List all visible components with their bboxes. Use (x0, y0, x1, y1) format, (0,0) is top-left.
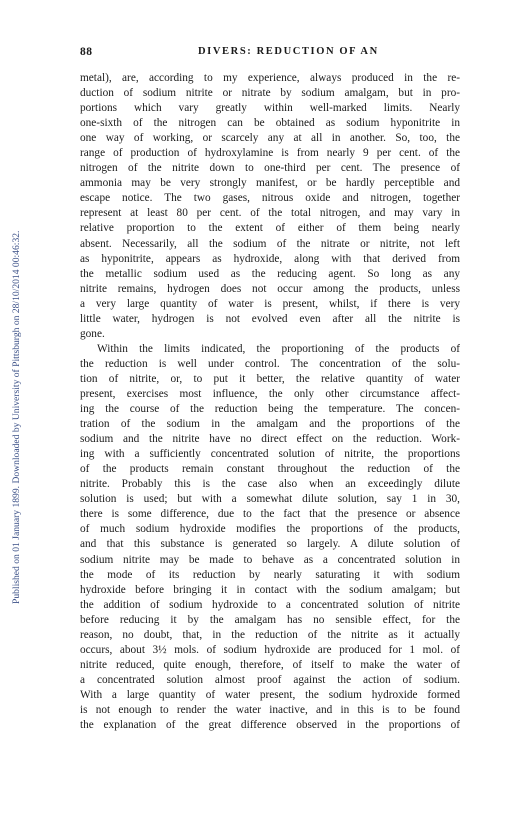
text-line: a concentrated solution almost proof against the action of sodium. (80, 673, 460, 686)
text-line: sodium nitrite may be made to behave as a concentrated solution in (80, 553, 460, 566)
text-line: nitrite. Probably this is the case also when an exceedingly dilute (80, 478, 460, 491)
text-line: the explanation of the great difference observed in the proportions of (80, 719, 460, 732)
text-line: there is some difference, due to the fact that the presence or absence (80, 508, 460, 521)
text-line: With a large quantity of water present, the sodium hydroxide formed (80, 688, 460, 701)
text-line: little water, hydrogen is not evolved even after all the nitrite is (80, 312, 460, 325)
page-number: 88 (80, 46, 93, 58)
text-line: metal), are, according to my experience, always produced in the re- (80, 72, 460, 84)
text-line: the mode of its reduction by nearly saturating it with sodium (80, 568, 460, 581)
running-title: DIVERS: REDUCTION OF AN (198, 46, 379, 57)
text-line: the metallic sodium used as the reducing agent. So long as any (80, 267, 460, 280)
text-line: ing the course of the reduction being the temperature. The concen- (80, 403, 460, 416)
text-line: nitrogen of the nitrite down to one-third per cent. The presence of (80, 162, 460, 175)
text-line: nitrite remains, hydrogen does not occur among the products, unless (80, 282, 460, 295)
text-line: relative proportion to the extent of either of them being nearly (80, 222, 460, 235)
text-line: is not enough to render the water inactive, and in this is to be found (80, 703, 460, 716)
text-line: present, exercises most influence, the only other circumstance affect- (80, 387, 460, 400)
download-watermark (11, 84, 25, 604)
text-line: ing with a sufficiently concentrated solution of nitrite, the proportions (80, 448, 460, 461)
text-line: the addition of sodium hydroxide to a concentrated solution of nitrite (80, 598, 460, 611)
text-line: of much sodium hydroxide modifies the proportions of the products, (80, 523, 460, 536)
text-line: the reduction is well under control. The concentration of the solu- (80, 357, 460, 370)
article-body (80, 71, 460, 733)
text-line: as hyponitrite, appears as hydroxide, along with that derived from (80, 252, 460, 265)
text-line: duction of sodium nitrite or nitrate by sodium amalgam, but in pro- (80, 87, 460, 100)
text-line: solution is used; but with a somewhat dilute solution, say 1 in 30, (80, 493, 460, 506)
text-line: represent at least 80 per cent. of the total nitrogen, and may vary in (80, 207, 460, 220)
text-line: gone. (80, 327, 105, 340)
text-line: one way of working, or scarcely any at all in another. So, too, the (80, 132, 460, 145)
page-header (80, 46, 460, 62)
text-line: portions which vary greatly within well-marked limits. Nearly (80, 102, 460, 115)
text-line: reason, no doubt, that, in the reduction of the nitrite as it actually (80, 628, 460, 641)
text-line: hydroxide before bringing it in contact with the sodium amalgam; but (80, 583, 460, 596)
text-line: before reducing it by the amalgam has no sensible effect, for the (80, 613, 460, 626)
text-line: tion of nitrite, or, to put it better, the relative quantity of water (80, 372, 460, 385)
text-line: nitrite reduced, quite enough, therefore, of itself to make the water of (80, 658, 460, 671)
paragraph-first-line: Within the limits indicated, the proportioning of the products of (97, 342, 460, 355)
text-line: absent. Necessarily, all the sodium of the nitrate or nitrite, not left (80, 237, 460, 250)
text-line: ammonia may be very strongly manifest, or be hardly perceptible and (80, 177, 460, 190)
text-line: sodium and the nitrite have no direct effect on the reduction. Work- (80, 433, 460, 446)
text-line: one-sixth of the nitrogen can be obtained as sodium hyponitrite in (80, 117, 460, 130)
text-line: occurs, about 3½ mols. of sodium hydroxide are produced for 1 mol. of (80, 643, 460, 656)
text-line: of the products remain constant throughout the reduction of the (80, 463, 460, 476)
text-line: escape notice. The two gases, nitrous oxide and nitrogen, together (80, 192, 460, 205)
text-line: tration of the sodium in the amalgam and the proportions of the (80, 418, 460, 431)
text-line: a very large quantity of water is present, whilst, if there is very (80, 297, 460, 310)
text-line: range of production of hydroxylamine is from nearly 9 per cent. of the (80, 147, 460, 160)
text-line: and that this substance is generated so largely. A dilute solution of (80, 538, 460, 551)
download-watermark-text: Published on 01 January 1899. Downloaded by University of Pittsburgh on 28/10/2014 00:46:32. (11, 230, 22, 604)
